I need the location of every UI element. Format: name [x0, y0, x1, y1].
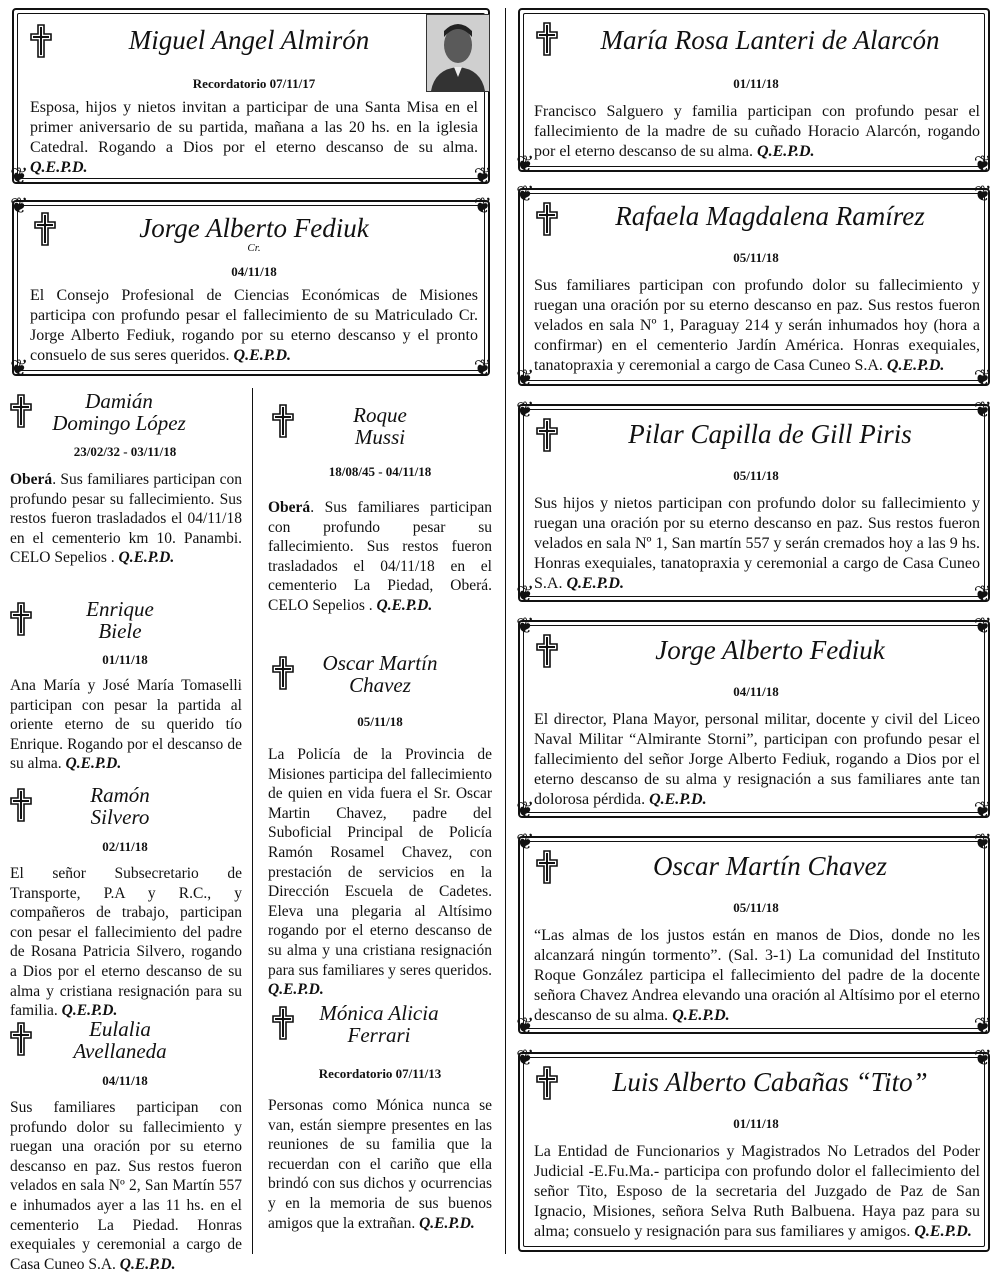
notice-text	[268, 1096, 492, 1233]
notice-text	[10, 1098, 242, 1274]
notice-body: Sus familiares participan con profundo dolor su fallecimiento y ruegan una oración por su eterno descanso en paz. Sus restos fueron velados en sala Nº 2, San Martín 557 e inhumados ayer a las 11 hs. en el cementerio La Piedad. Honras exequiales y ceremonial a cargo de Casa Cuneo S.A.	[10, 1099, 242, 1273]
notice-body: . Sus familiares participan con profundo pesar su fallecimiento. Sus restos fueron trasladados el 04/11/18 en el cementerio km 10. Panambi. CELO Sepelios .	[10, 471, 242, 567]
floral-corner-icon: ❦	[973, 398, 992, 423]
floral-corner-icon: ❦	[973, 798, 992, 823]
deceased-name: Miguel Angel Almirón	[128, 25, 370, 55]
qepd-label: Q.E.P.D.	[61, 1002, 118, 1020]
notice-date: 05/11/18	[357, 714, 403, 729]
notice-text	[10, 864, 242, 1021]
floral-corner-icon: ❦	[973, 1046, 992, 1071]
floral-corner-icon: ❦	[973, 182, 992, 207]
notice-date: Recordatorio 07/11/17	[192, 76, 316, 91]
latin-cross-icon	[272, 656, 294, 690]
floral-corner-icon: ❦	[516, 798, 535, 823]
column-divider	[505, 8, 506, 1254]
notice-body: Sus familiares participan con profundo dolor su fallecimiento y ruegan una oración por su eterno descanso en paz. Sus restos fueron velados en sala Nº 1, Paraguay 214 y serán inhumados hoy (hora a confirmar) en el cementerio Jardín América. Honras exequiales, tanatopraxia y ceremonial a cargo de Casa Cuneo S.A.	[534, 277, 980, 374]
latin-cross-icon	[272, 404, 294, 438]
notice-body: La Policía de la Provincia de Misiones participa del fallecimiento de quien en vida fuera el Sr. Oscar Martin Chavez, padre del Suboficial Principal de Policía Ramón Rosamel Chavez, con prestación de servicios en la Dirección Escuela de Cadetes. Eleva una plegaria al Altísimo rogando por el eterno descanso de su alma y una cristiana resignación para sus familiares y seres queridos.	[268, 746, 492, 979]
floral-corner-icon: ❦	[516, 152, 535, 177]
latin-cross-icon	[10, 602, 32, 636]
qepd-label: Q.E.P.D.	[119, 1255, 176, 1273]
notice-box-fediuk-consejo	[10, 194, 492, 381]
notice-date: 01/11/18	[733, 76, 779, 91]
notice-body: El director, Plana Mayor, personal militar, docente y civil del Liceo Naval Militar “Almirante Storni”, participan con profundo pesar el fallecimiento del señor Jorge Alberto Fediuk, rogando a Dios por el eterno descanso de su alma y resignación a sus familiares ante tan dolorosa pérdida.	[534, 711, 980, 808]
deceased-name: Mónica Alicia Ferrari	[319, 1001, 439, 1047]
deceased-name: Oscar Martín Chavez	[322, 651, 438, 697]
deceased-name: Damián Domingo López	[52, 389, 186, 435]
latin-cross-icon	[536, 634, 558, 668]
notice-box-gill-piris	[516, 398, 992, 607]
notice-body: Francisco Salguero y familia participan con profundo pesar el fallecimiento de la madre de su cuñado Horacio Alarcón, rogando por el eterno descanso de su alma.	[534, 103, 980, 160]
notice-text	[268, 498, 492, 616]
floral-corner-icon: ❦	[516, 614, 535, 639]
qepd-label: Q.E.P.D.	[757, 143, 815, 160]
floral-corner-icon: ❦	[473, 194, 492, 219]
notice-text	[534, 710, 980, 810]
floral-corner-icon: ❦	[973, 614, 992, 639]
floral-corner-icon: ❦	[973, 366, 992, 391]
notice-date: 23/02/32 - 03/11/18	[73, 444, 177, 459]
floral-corner-icon: ❦	[473, 164, 492, 189]
notice-box-lanteri	[516, 8, 992, 177]
notice-date: 18/08/45 - 04/11/18	[328, 464, 432, 479]
notice-body: Esposa, hijos y nietos invitan a participar de una Santa Misa en el primer aniversario de su partida, mañana a las 20 hs. en la iglesia Catedral. Rogando a Dios por el eterno descanso de su alma.	[30, 99, 478, 156]
floral-corner-icon: ❦	[516, 398, 535, 423]
notice-body: Ana María y José María Tomaselli participan con pesar la partida al oriente eterno de su querido tío Enrique. Rogando por el descanso de su alma.	[10, 677, 242, 773]
qepd-label: Q.E.P.D.	[672, 1007, 730, 1024]
floral-corner-icon: ❦	[10, 356, 29, 381]
notice-body: Sus hijos y nietos participan con profundo dolor su fallecimiento y ruegan una oración por su eterno descanso en paz. Sus restos fueron velados en sala Nº 1, San martín 557 y serán cremados hoy a las 9 hs. Honras exequiales, tanatopraxia y ceremonial a cargo de Casa Cuneo S.A.	[534, 495, 980, 592]
deceased-name: Luis Alberto Cabañas “Tito”	[612, 1067, 928, 1097]
latin-cross-icon	[10, 1022, 32, 1056]
notice-box-almiron	[10, 8, 492, 189]
notice-lead: Oberá	[10, 471, 53, 488]
notice-date: 01/11/18	[102, 652, 148, 667]
notice-text	[30, 286, 478, 366]
notice-box-chavez-instituto	[516, 830, 992, 1039]
qepd-label: Q.E.P.D.	[268, 981, 324, 999]
notice-date: 05/11/18	[733, 250, 779, 265]
column-divider	[252, 388, 253, 1254]
notice-date: 05/11/18	[733, 468, 779, 483]
notice-lead: Oberá	[268, 499, 311, 516]
qepd-label: Q.E.P.D.	[376, 596, 433, 614]
qepd-label: Q.E.P.D.	[566, 575, 624, 592]
notice-text	[10, 676, 242, 774]
notice-text	[534, 926, 980, 1026]
deceased-name: Enrique Biele	[86, 597, 154, 643]
deceased-name: Oscar Martín Chavez	[653, 851, 887, 881]
floral-corner-icon: ❦	[10, 194, 29, 219]
deceased-name: Jorge Alberto Fediuk	[139, 213, 369, 243]
latin-cross-icon	[536, 1066, 558, 1100]
notice-text	[534, 494, 980, 594]
notice-text	[534, 102, 980, 162]
latin-cross-icon	[536, 418, 558, 452]
notice-text	[534, 276, 980, 376]
latin-cross-icon	[536, 22, 558, 56]
deceased-name: Jorge Alberto Fediuk	[655, 635, 885, 665]
floral-corner-icon: ❦	[973, 1014, 992, 1039]
latin-cross-icon	[34, 212, 56, 246]
notice-body: Personas como Mónica nunca se van, están siempre presentes en las reuniones de su familia que la recuerdan con el cariño que ella brindó con sus dichos y ocurrencias y en la memoria de sus buenos amigos que la extrañan.	[268, 1097, 492, 1232]
qepd-label: Q.E.P.D.	[118, 549, 175, 567]
notice-date: 04/11/18	[733, 684, 779, 699]
qepd-label: Q.E.P.D.	[30, 159, 88, 176]
floral-corner-icon: ❦	[10, 164, 29, 189]
notice-body: El Consejo Profesional de Ciencias Económicas de Misiones participa con profundo pesar el fallecimiento de su Matriculado Cr. Jorge Alberto Fediuk, rogando por su eterno descanso y el pronto consuelo de sus seres queridos.	[30, 287, 478, 364]
notice-date: 05/11/18	[733, 900, 779, 915]
qepd-label: Q.E.P.D.	[419, 1214, 475, 1232]
notice-box-ramirez	[516, 182, 992, 391]
deceased-name: Pilar Capilla de Gill Piris	[628, 419, 912, 449]
deceased-name: Eulalia Avellaneda	[73, 1017, 167, 1063]
latin-cross-icon	[10, 788, 32, 822]
latin-cross-icon	[30, 24, 52, 58]
notice-date: 01/11/18	[733, 1116, 779, 1131]
notice-body: “Las almas de los justos están en manos de Dios, donde no les alcanzará ningún tormento”. (Sal. 3-1) La comunidad del Instituto Roque González participa el fallecimiento del padre de la docente señora Chavez Andrea elevando una oración al Altísimo por el eterno descanso de su alma.	[534, 927, 980, 1024]
deceased-name: María Rosa Lanteri de Alarcón	[600, 25, 940, 55]
notice-body: . Sus familiares participan con profundo pesar su fallecimiento. Sus restos fueron trasladados el 04/11/18 en el cementerio La Piedad, Oberá. CELO Sepelios .	[268, 499, 492, 614]
notice-box-fediuk-liceo	[516, 614, 992, 823]
notice-date: 04/11/18	[231, 264, 277, 279]
notice-date: 02/11/18	[102, 839, 148, 854]
floral-corner-icon: ❦	[973, 830, 992, 855]
notice-box-cabanas	[516, 1046, 992, 1252]
floral-corner-icon: ❦	[973, 582, 992, 607]
notice-body: La Entidad de Funcionarios y Magistrados No Letrados del Poder Judicial -E.Fu.Ma.- participa con profundo dolor el fallecimiento del señor Tito, Esposo de la secretaria del Juzgado de Paz de San Ignacio, Misiones, señora Selva Ruth Balbuena. Haya paz para su alma; consuelo y resignación para sus familiares y amigos.	[534, 1143, 980, 1240]
portrait-photo	[426, 14, 490, 92]
floral-corner-icon: ❦	[516, 830, 535, 855]
floral-corner-icon: ❦	[516, 366, 535, 391]
qepd-label: Q.E.P.D.	[914, 1223, 972, 1240]
notice-text	[10, 470, 242, 568]
floral-corner-icon: ❦	[473, 356, 492, 381]
notice-date: 04/11/18	[102, 1073, 148, 1088]
notice-text	[30, 98, 478, 178]
notice-body: El señor Subsecretario de Transporte, P.A y R.C., y compañeros de trabajo, participan con pesar el fallecimiento del padre de Rosana Patricia Silvero, rogando a Dios por el eterno descanso de su alma y cristiana resignación para su familia.	[10, 865, 242, 1020]
latin-cross-icon	[10, 394, 32, 428]
floral-corner-icon: ❦	[516, 182, 535, 207]
deceased-name: Ramón Silvero	[90, 783, 150, 829]
latin-cross-icon	[272, 1006, 294, 1040]
qepd-label: Q.E.P.D.	[649, 791, 707, 808]
floral-corner-icon: ❦	[516, 1046, 535, 1071]
latin-cross-icon	[536, 202, 558, 236]
qepd-label: Q.E.P.D.	[886, 357, 945, 374]
floral-corner-icon: ❦	[516, 1014, 535, 1039]
floral-corner-icon: ❦	[973, 152, 992, 177]
floral-corner-icon: ❦	[516, 582, 535, 607]
deceased-name: Roque Mussi	[353, 403, 407, 449]
deceased-title: Cr.	[247, 242, 261, 254]
notice-date: Recordatorio 07/11/13	[318, 1066, 442, 1081]
latin-cross-icon	[536, 850, 558, 884]
qepd-label: Q.E.P.D.	[65, 755, 122, 773]
deceased-name: Rafaela Magdalena Ramírez	[615, 201, 925, 231]
qepd-label: Q.E.P.D.	[233, 347, 292, 364]
notice-text	[268, 745, 492, 1000]
notice-text	[534, 1142, 980, 1242]
